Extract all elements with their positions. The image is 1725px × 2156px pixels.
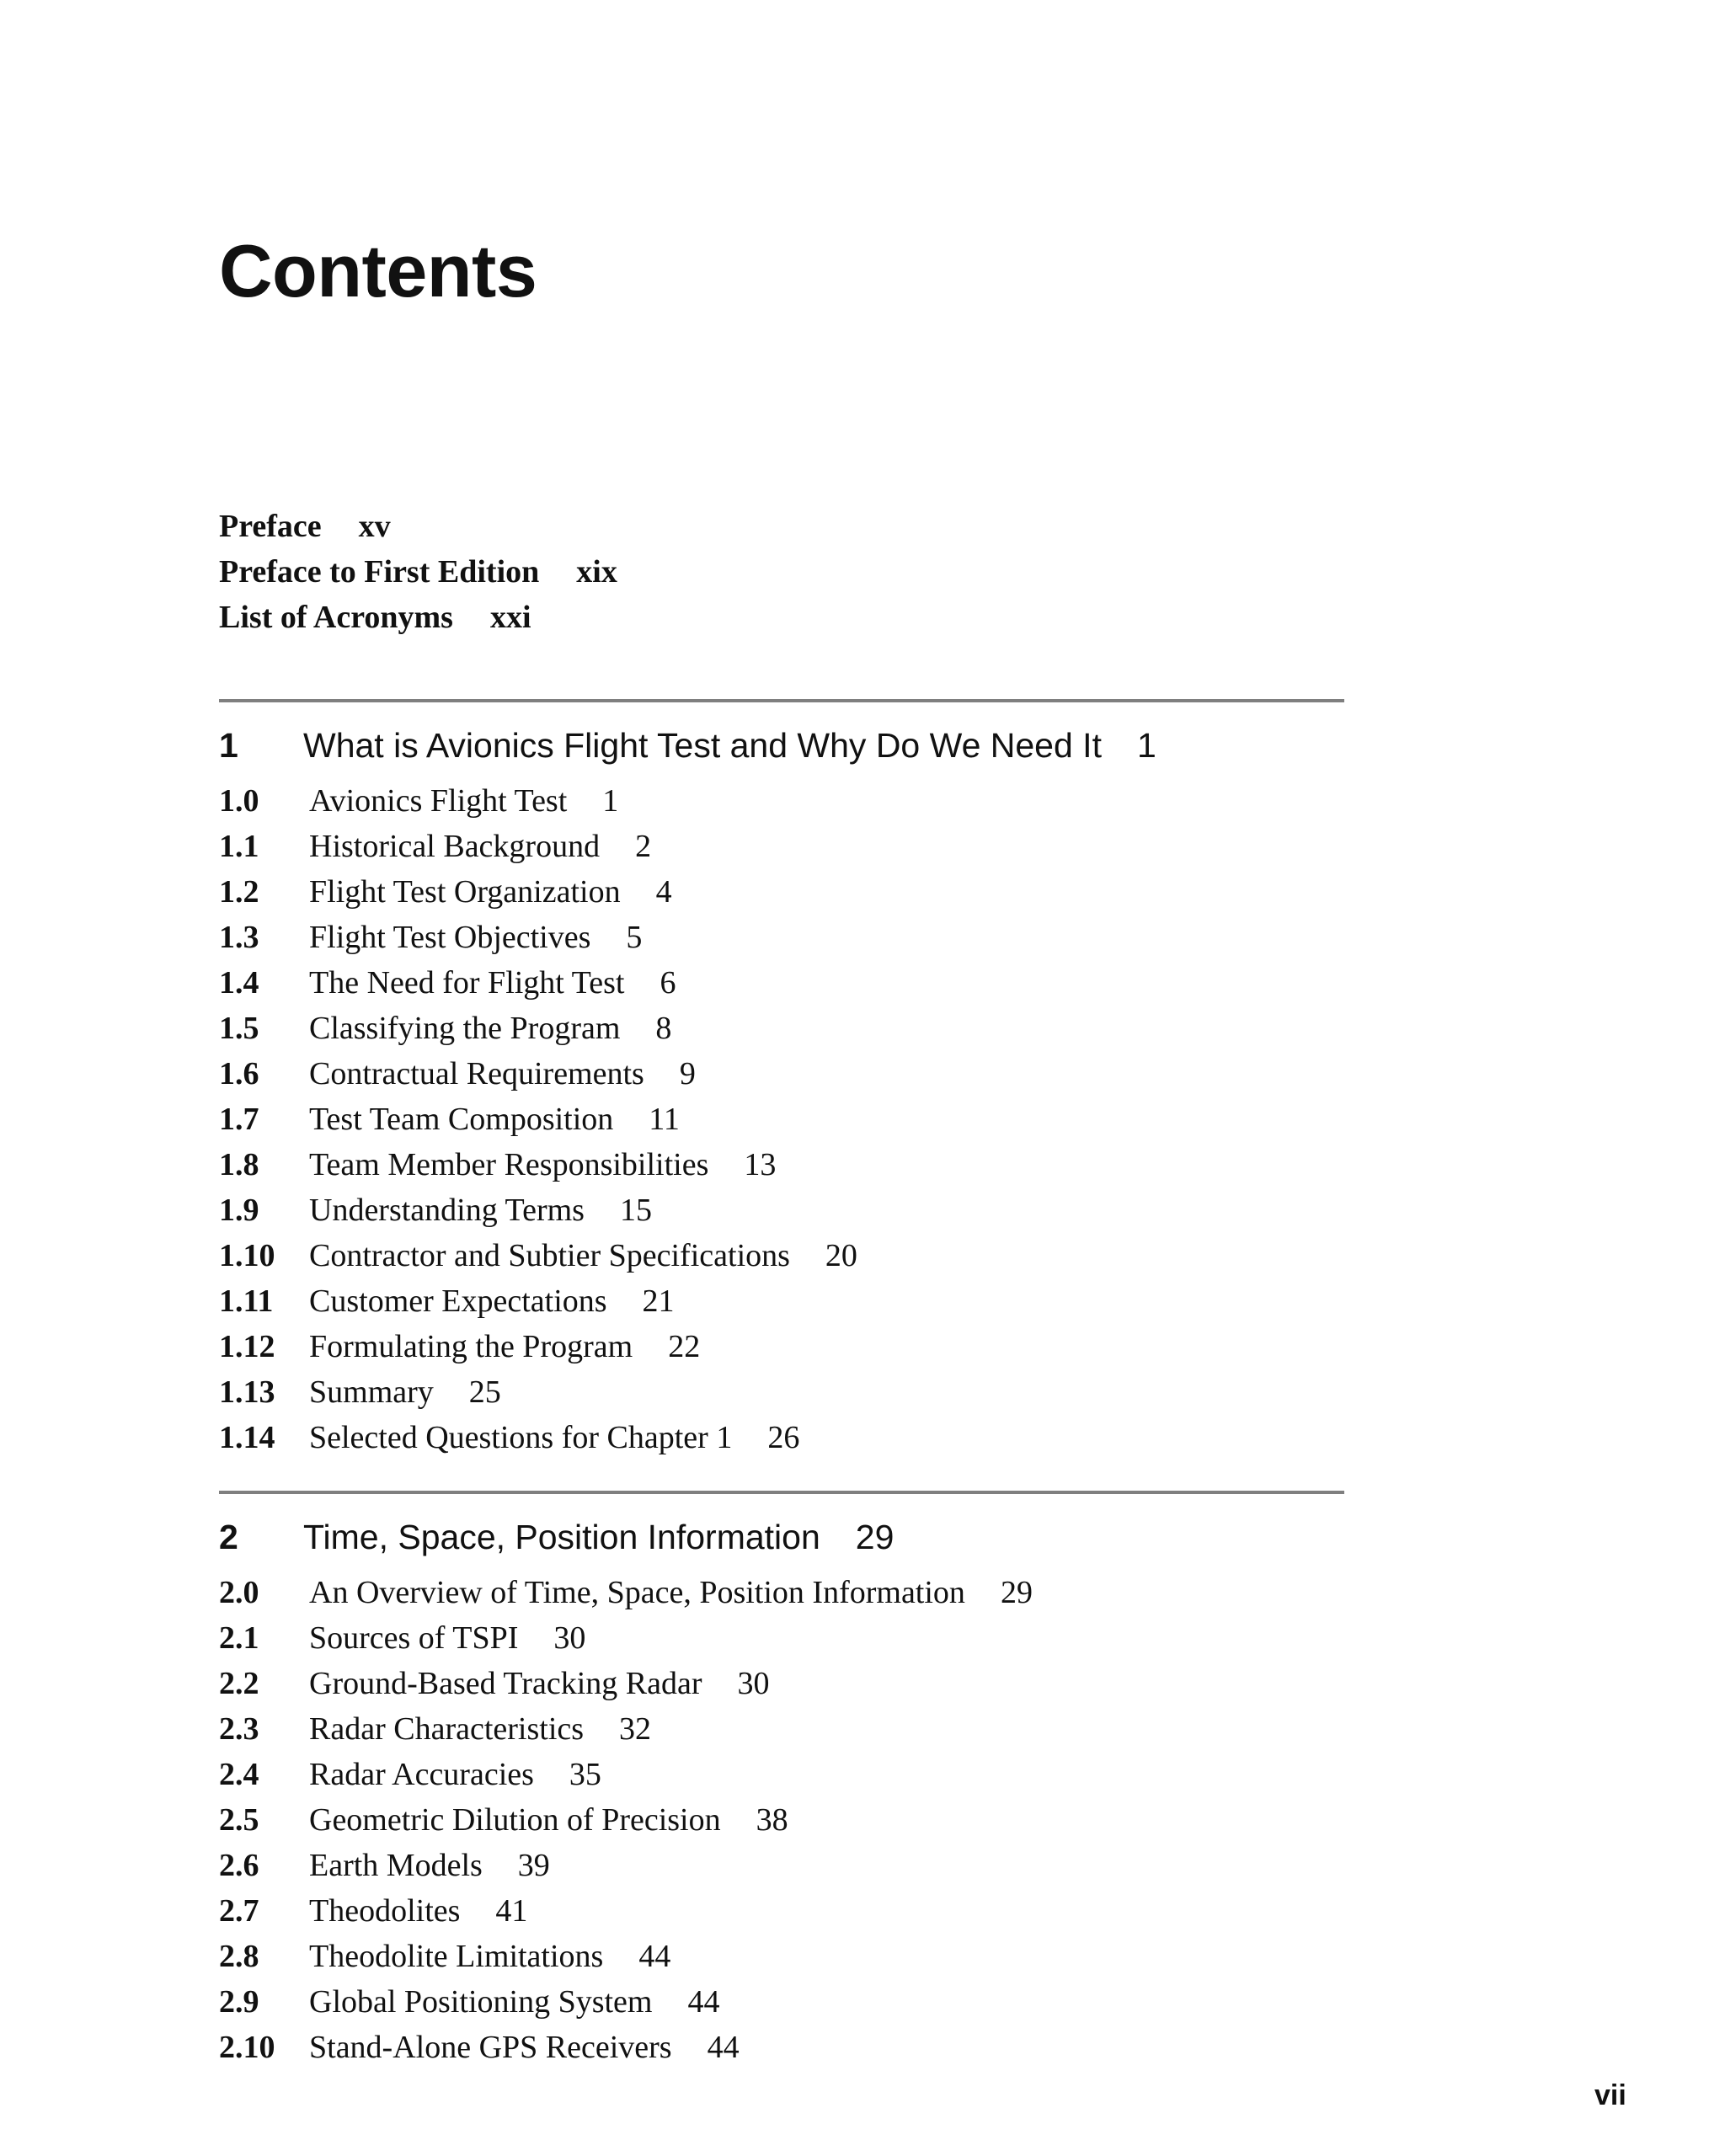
section-number: 2.8: [219, 1939, 259, 1974]
section-title-line: [309, 1615, 585, 1661]
section-title-line: [309, 869, 672, 915]
section-title-line: [309, 1097, 680, 1142]
section-page: 41: [495, 1893, 528, 1929]
section-title: Global Positioning System: [309, 1984, 653, 2020]
section-title-line: [309, 2025, 740, 2070]
entry-title: List of Acronyms: [219, 600, 453, 635]
section-title: The Need for Flight Test: [309, 965, 625, 1001]
section-page: 22: [668, 1329, 701, 1364]
section-title: Sources of TSPI: [309, 1620, 519, 1656]
section-page: 5: [626, 920, 643, 955]
section-page: 6: [660, 965, 676, 1001]
section-entry: [219, 2025, 1344, 2070]
section-title: Formulating the Program: [309, 1329, 633, 1364]
section-number: 1.14: [219, 1420, 275, 1455]
section-page: 20: [825, 1238, 857, 1273]
section-page: 38: [756, 1802, 788, 1838]
chapter-divider: [219, 699, 1344, 702]
section-page: 44: [707, 2030, 740, 2065]
section-title: Historical Background: [309, 829, 601, 864]
section-title: An Overview of Time, Space, Position Information: [309, 1575, 965, 1610]
section-page: 44: [638, 1939, 671, 1974]
section-list: [219, 778, 1344, 1460]
section-list: [219, 1570, 1344, 2070]
page-folio: vii: [1594, 2079, 1626, 2111]
section-title: Classifying the Program: [309, 1011, 621, 1046]
section-title-line: [309, 778, 618, 824]
section-number: 1.7: [219, 1102, 259, 1137]
entry-page: xv: [358, 509, 391, 544]
section-title: Radar Accuracies: [309, 1757, 534, 1792]
section-title-line: [309, 960, 676, 1006]
section-entry: [219, 1661, 1344, 1706]
section-number: 1.0: [219, 783, 259, 819]
section-title: Stand-Alone GPS Receivers: [309, 2030, 672, 2065]
section-entry: [219, 1187, 1344, 1233]
section-page: 11: [649, 1102, 680, 1137]
section-title: Contractor and Subtier Specifications: [309, 1238, 790, 1273]
section-title: Customer Expectations: [309, 1283, 607, 1319]
chapter-number: 2: [219, 1518, 238, 1556]
section-number: 1.3: [219, 920, 259, 955]
section-page: 44: [687, 1984, 720, 2020]
section-number: 1.2: [219, 874, 259, 910]
section-entry: [219, 915, 1344, 960]
chapter-number: 1: [219, 726, 238, 765]
section-page: 32: [619, 1711, 652, 1747]
chapter-title: What is Avionics Flight Test and Why Do We Need It: [303, 726, 1102, 765]
section-title-line: [309, 1570, 1033, 1615]
section-page: 26: [767, 1420, 800, 1455]
front-matter-list: [219, 504, 617, 640]
section-entry: [219, 824, 1344, 869]
section-entry: [219, 1051, 1344, 1097]
section-title-line: [309, 1706, 651, 1752]
chapter-heading: [219, 714, 1344, 776]
section-title-line: [309, 1934, 670, 1979]
entry-title: Preface to First Edition: [219, 554, 540, 590]
section-number: 2.5: [219, 1802, 259, 1838]
section-title-line: [309, 1752, 601, 1797]
section-page: 4: [655, 874, 672, 910]
section-number: 2.4: [219, 1757, 259, 1792]
section-entry: [219, 1797, 1344, 1843]
section-entry: [219, 1233, 1344, 1278]
section-title: Ground-Based Tracking Radar: [309, 1666, 702, 1701]
section-title-line: [309, 1051, 696, 1097]
section-title-line: [309, 1142, 776, 1187]
section-entry: [219, 1415, 1344, 1460]
section-entry: [219, 1324, 1344, 1369]
section-entry: [219, 1570, 1344, 1615]
section-number: 1.8: [219, 1147, 259, 1182]
section-title: Theodolites: [309, 1893, 461, 1929]
section-title: Avionics Flight Test: [309, 783, 568, 819]
section-title: Flight Test Objectives: [309, 920, 591, 955]
entry-page: xix: [576, 554, 617, 590]
section-number: 1.10: [219, 1238, 275, 1273]
section-title-line: [309, 1888, 527, 1934]
front-matter-entry-preface: [219, 504, 617, 549]
section-page: 30: [553, 1620, 586, 1656]
chapter-1-block: [219, 699, 1344, 1460]
section-title-line: [309, 1415, 799, 1460]
section-page: 8: [655, 1011, 672, 1046]
section-title-line: [309, 1324, 700, 1369]
section-title-line: [309, 1661, 769, 1706]
section-number: 1.11: [219, 1283, 274, 1319]
chapter-heading: [219, 1506, 1344, 1568]
section-entry: [219, 1752, 1344, 1797]
section-number: 1.9: [219, 1193, 259, 1228]
section-page: 39: [517, 1848, 550, 1883]
section-title: Summary: [309, 1374, 434, 1410]
section-title: Understanding Terms: [309, 1193, 585, 1228]
section-title-line: [309, 1369, 501, 1415]
chapter-2-block: [219, 1491, 1344, 2070]
section-title-line: [309, 1843, 550, 1888]
section-title-line: [309, 1233, 857, 1278]
section-entry: [219, 1979, 1344, 2025]
page-title: Contents: [219, 229, 537, 312]
section-entry: [219, 1615, 1344, 1661]
section-number: 1.13: [219, 1374, 275, 1410]
section-page: 29: [1000, 1575, 1033, 1610]
entry-title: Preface: [219, 509, 322, 544]
chapter-title: Time, Space, Position Information: [303, 1518, 820, 1556]
front-matter-entry-acronyms: [219, 595, 617, 640]
section-number: 1.12: [219, 1329, 275, 1364]
section-number: 1.5: [219, 1011, 259, 1046]
section-title: Flight Test Organization: [309, 874, 621, 910]
section-number: 2.3: [219, 1711, 259, 1747]
section-entry: [219, 1278, 1344, 1324]
section-number: 1.4: [219, 965, 259, 1001]
section-page: 35: [569, 1757, 601, 1792]
section-number: 2.0: [219, 1575, 259, 1610]
entry-page: xxi: [489, 600, 531, 635]
section-number: 2.6: [219, 1848, 259, 1883]
chapter-title-line: [303, 1506, 894, 1568]
section-title: Theodolite Limitations: [309, 1939, 604, 1974]
section-title: Test Team Composition: [309, 1102, 614, 1137]
section-page: 21: [642, 1283, 675, 1319]
section-title: Contractual Requirements: [309, 1056, 644, 1091]
chapter-page: 1: [1136, 726, 1156, 765]
section-entry: [219, 1843, 1344, 1888]
section-title: Geometric Dilution of Precision: [309, 1802, 721, 1838]
section-title: Team Member Responsibilities: [309, 1147, 709, 1182]
section-entry: [219, 1706, 1344, 1752]
section-entry: [219, 1142, 1344, 1187]
chapter-page: 29: [855, 1518, 895, 1556]
section-entry: [219, 1369, 1344, 1415]
section-title-line: [309, 1979, 719, 2025]
section-page: 15: [619, 1193, 652, 1228]
section-title-line: [309, 1006, 671, 1051]
section-title: Radar Characteristics: [309, 1711, 585, 1747]
section-number: 2.2: [219, 1666, 259, 1701]
section-entry: [219, 960, 1344, 1006]
section-page: 2: [635, 829, 652, 864]
section-number: 2.10: [219, 2030, 275, 2065]
section-number: 1.1: [219, 829, 259, 864]
section-title-line: [309, 915, 642, 960]
section-title: Selected Questions for Chapter 1: [309, 1420, 733, 1455]
section-title-line: [309, 1797, 788, 1843]
section-title-line: [309, 824, 651, 869]
section-title-line: [309, 1278, 675, 1324]
section-entry: [219, 1006, 1344, 1051]
section-title-line: [309, 1187, 652, 1233]
section-title: Earth Models: [309, 1848, 483, 1883]
section-number: 2.9: [219, 1984, 259, 2020]
section-number: 1.6: [219, 1056, 259, 1091]
section-entry: [219, 1097, 1344, 1142]
section-entry: [219, 778, 1344, 824]
section-entry: [219, 1934, 1344, 1979]
section-entry: [219, 1888, 1344, 1934]
section-page: 9: [679, 1056, 696, 1091]
section-page: 30: [737, 1666, 770, 1701]
section-entry: [219, 869, 1344, 915]
front-matter-entry-preface-first-edition: [219, 549, 617, 595]
section-page: 13: [744, 1147, 777, 1182]
chapter-divider: [219, 1491, 1344, 1494]
section-page: 25: [468, 1374, 501, 1410]
section-page: 1: [602, 783, 619, 819]
section-number: 2.7: [219, 1893, 259, 1929]
chapter-title-line: [303, 714, 1156, 776]
section-number: 2.1: [219, 1620, 259, 1656]
